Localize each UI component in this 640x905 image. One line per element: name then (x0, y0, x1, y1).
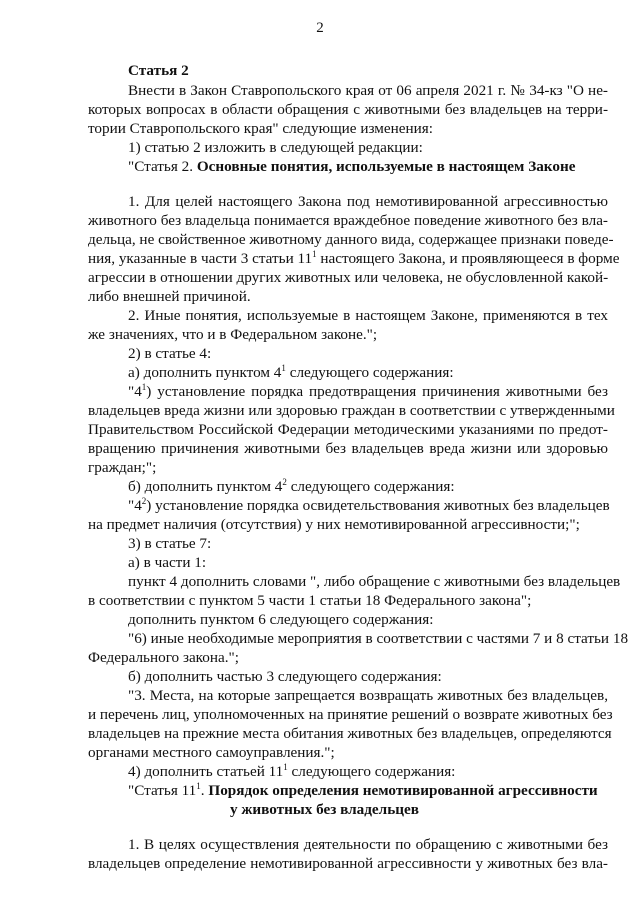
text-line (128, 364, 608, 382)
text-line: владельцев вреда жизни или здоровью граждан в соответствии с утвержденными (88, 402, 615, 419)
text-span: настоящего Закона, и проявляющееся в форме (316, 250, 620, 267)
text-line: Федерального закона."; (88, 649, 239, 666)
text-span: а) дополнить пунктом 4 (128, 364, 282, 381)
text-line (128, 383, 608, 401)
text-line: в соответствии с пунктом 5 части 1 статьи 18 Федерального закона"; (88, 592, 532, 609)
article-title-continued: у животных без владельцев (230, 801, 419, 818)
text-span: б) дополнить пунктом 4 (128, 478, 283, 495)
text-line: "3. Места, на которые запрещается возвращать животных без владельцев, (128, 687, 608, 704)
text-line (128, 763, 608, 781)
text-line (128, 497, 608, 515)
text-line: и перечень лиц, уполномоченных на принятие решений о возврате животных без (88, 706, 613, 723)
text-span: . (200, 782, 209, 799)
text-span: следующего содержания: (287, 763, 456, 780)
text-span: ) установление порядка предотвращения причинения животными без (146, 383, 608, 400)
text-line: же значениях, что и в Федеральном законе."; (88, 326, 378, 343)
text-line: б) дополнить частью 3 следующего содержания: (128, 668, 442, 685)
quoted-article-label: "Статья 11 (128, 782, 197, 799)
article-heading: Статья 2 (128, 62, 189, 79)
text-line: 1. Для целей настоящего Закона под немотивированной агрессивностью (128, 193, 608, 210)
text-line: животного без владельца понимается враждебное поведение животного без вла- (88, 212, 608, 229)
text-line (88, 249, 620, 268)
text-line: пункт 4 дополнить словами ", либо обращение с животными без владельцев (128, 573, 621, 590)
superscript: 1 (312, 249, 317, 259)
text-line: на предмет наличия (отсутствия) у них немотивированной агрессивности;"; (88, 516, 580, 533)
text-line: 1. В целях осуществления деятельности по обращению с животными без (128, 836, 608, 853)
text-line: дополнить пунктом 6 следующего содержания: (128, 611, 434, 628)
text-line: тории Ставропольского края" следующие изменения: (88, 120, 433, 137)
page-number: 2 (316, 20, 324, 36)
text-line: граждан;"; (88, 459, 157, 476)
text-span: "4 (128, 497, 142, 514)
superscript: 1 (283, 762, 288, 772)
superscript: 2 (282, 477, 287, 487)
superscript: 1 (196, 781, 201, 791)
text-line: Правительством Российской Федерации методическими указаниями по предот- (88, 421, 608, 438)
text-line: а) в части 1: (128, 554, 207, 571)
text-line: органами местного самоуправления."; (88, 744, 335, 761)
text-span: следующего содержания: (286, 478, 455, 495)
superscript: 2 (141, 496, 147, 506)
text-span: 4) дополнить статьей 11 (128, 763, 284, 780)
text-line (128, 478, 608, 496)
text-line: 2) в статье 4: (128, 345, 212, 362)
text-line: владельцев на прежние места обитания животных без владельцев, определяются (88, 725, 612, 742)
text-span: "4 (128, 383, 142, 400)
text-line: либо внешней причиной. (88, 288, 251, 305)
text-line: дельца, не свойственное животному данного вида, содержащее признаки поведе- (88, 231, 614, 248)
text-line: агрессии в отношении других животных или человека, не обусловленной какой- (88, 269, 609, 286)
text-line: "6) иные необходимые мероприятия в соответствии с частями 7 и 8 статьи 18 (128, 630, 629, 647)
text-line: 3) в статье 7: (128, 535, 212, 552)
article-title: Порядок определения немотивированной агрессивности (208, 782, 598, 799)
superscript: 1 (281, 363, 286, 373)
text-span: ния, указанные в части 3 статьи 11 (88, 250, 313, 267)
text-line: владельцев определение немотивированной агрессивности у животных без вла- (88, 855, 608, 872)
text-line: которых вопросах в области обращения с животными без владельцев на терри- (88, 101, 608, 118)
text-span: ) установление порядка освидетельствования животных без владельцев (146, 497, 610, 514)
superscript: 1 (141, 382, 147, 392)
text-line (128, 782, 608, 800)
text-line: вращению причинения животными без владельцев вреда жизни или здоровью (88, 440, 608, 457)
article-title: Основные понятия, используемые в настоящем Законе (196, 158, 576, 175)
text-line (128, 158, 608, 176)
quoted-article-label: "Статья 2. (128, 158, 197, 175)
text-line: 2. Иные понятия, используемые в настоящем Законе, применяются в тех (128, 307, 608, 324)
text-line: Внести в Закон Ставропольского края от 06 апреля 2021 г. № 34-кз "О не- (128, 82, 608, 99)
text-span: следующего содержания: (285, 364, 454, 381)
text-line: 1) статью 2 изложить в следующей редакции: (128, 139, 423, 156)
